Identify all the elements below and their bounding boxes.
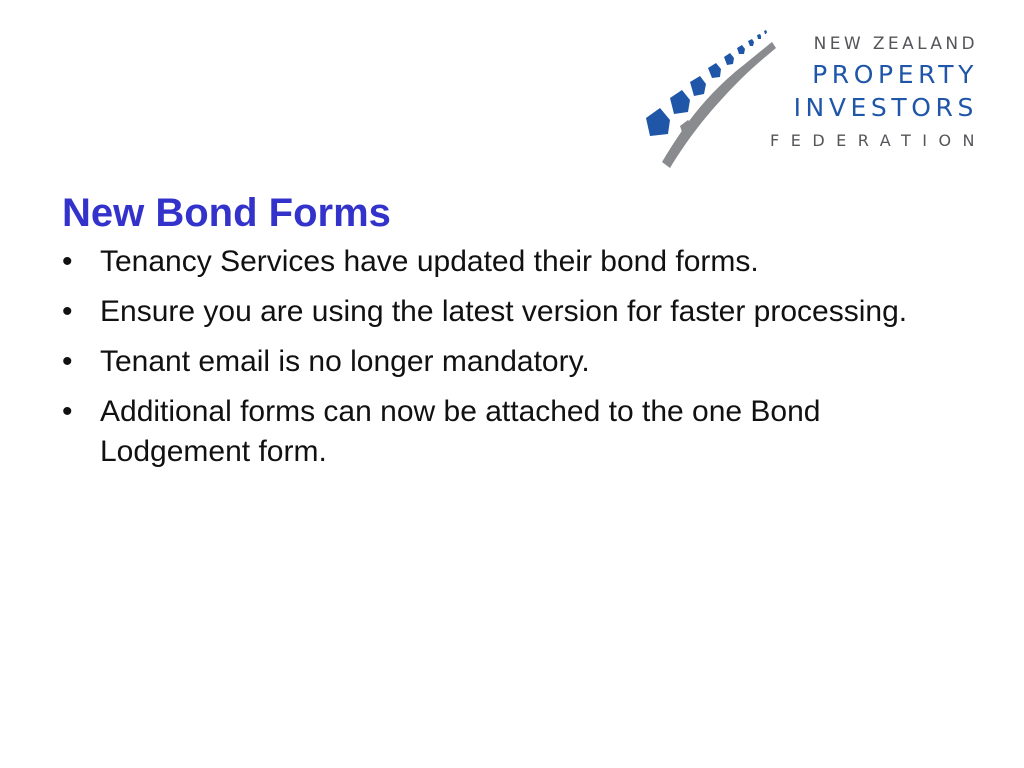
bullet-glyph: • — [62, 295, 73, 328]
logo-line-investors: INVESTORS — [793, 93, 978, 122]
bullet-item — [62, 342, 942, 382]
bullet-text: Tenant email is no longer mandatory. — [100, 345, 590, 378]
bullet-text: Additional forms can now be attached to the one Bond Lodgement form. — [100, 395, 821, 468]
bullet-item — [62, 292, 942, 332]
bullet-text: Tenancy Services have updated their bond forms. — [100, 245, 759, 278]
bullet-glyph: • — [62, 345, 73, 378]
logo-line-federation: FEDERATION — [770, 131, 986, 150]
logo-line-property: PROPERTY — [812, 60, 978, 89]
logo-line-new-zealand: NEW ZEALAND — [813, 34, 978, 54]
slide-content — [62, 188, 942, 482]
bullet-text: Ensure you are using the latest version for faster processing. — [100, 295, 908, 328]
bullet-item — [62, 242, 942, 282]
nzpif-logo — [640, 22, 986, 172]
logo-wordmark — [738, 30, 986, 158]
bullet-glyph: • — [62, 395, 73, 428]
bullet-list — [62, 242, 942, 472]
slide-title: New Bond Forms — [62, 191, 391, 235]
bullet-glyph: • — [62, 245, 73, 278]
bullet-item — [62, 392, 942, 472]
